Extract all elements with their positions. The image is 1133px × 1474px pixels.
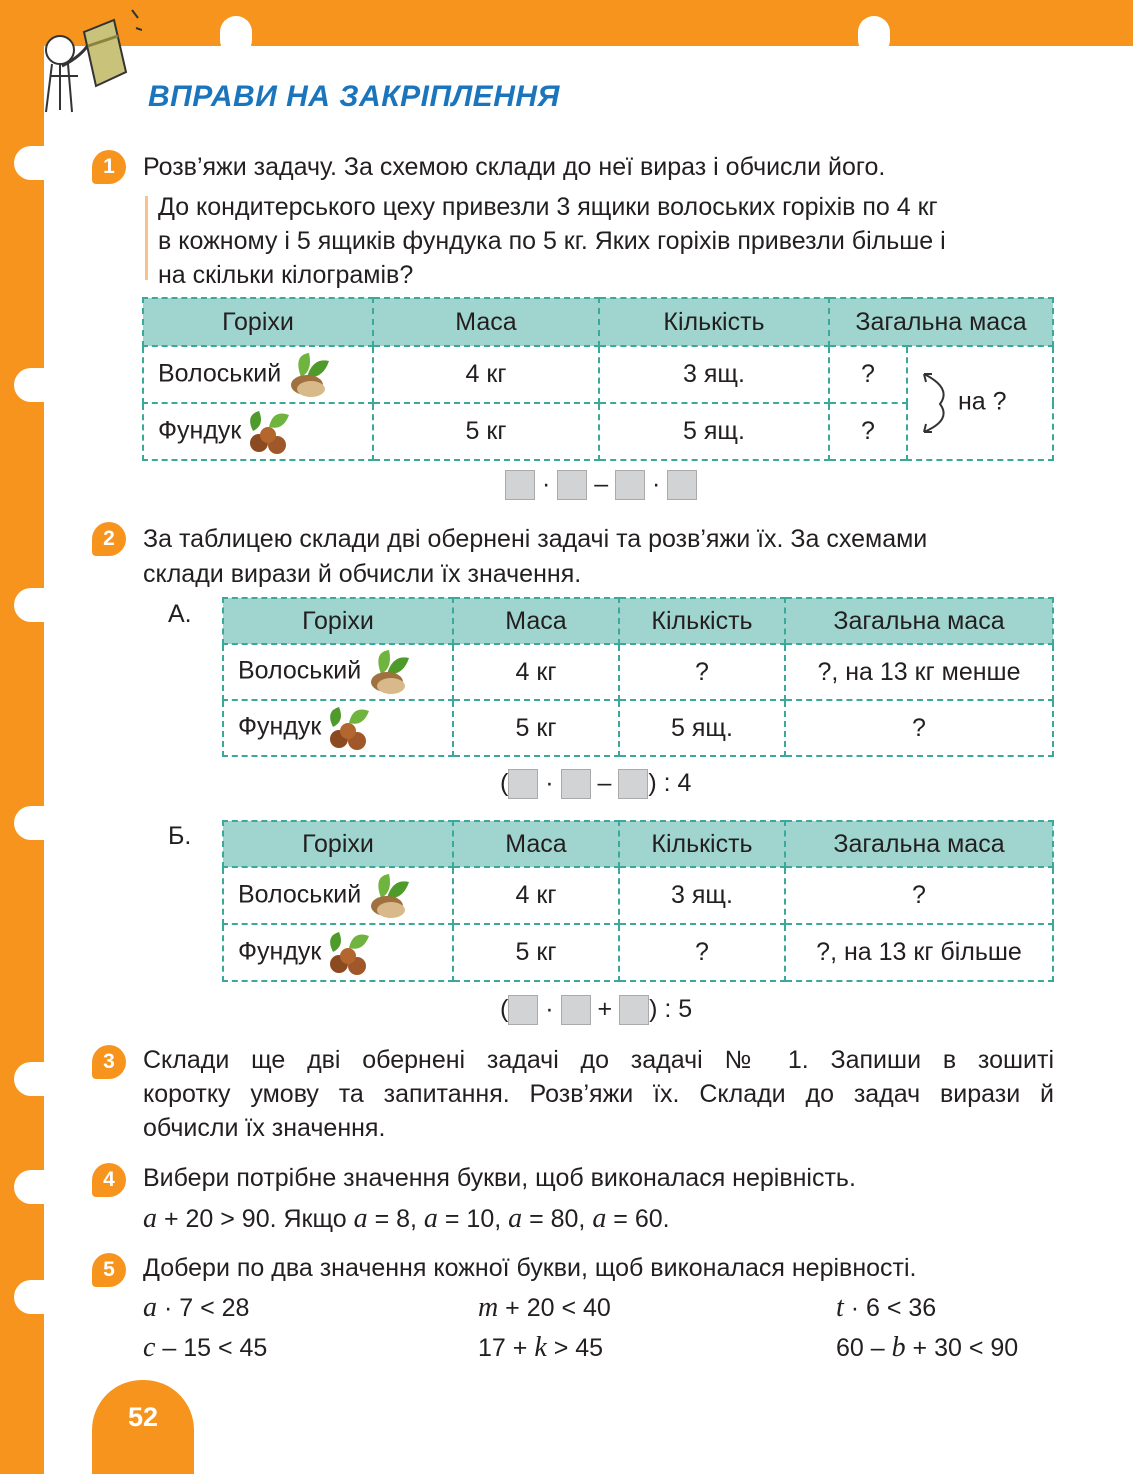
exercise-text: коротку умову та запитання. Розв’яжи їх. Склади до задач вирази й — [143, 1080, 1054, 1108]
table-header: Горіхи — [223, 821, 453, 867]
table-cell — [143, 403, 373, 460]
exercise-number: 2 — [92, 522, 126, 556]
table-cell: ? — [785, 867, 1053, 924]
table-header: Загальна маса — [785, 598, 1053, 644]
nuts-table-2a — [222, 597, 1054, 757]
exercise-instruction: Вибери потрібне значення букви, щоб виконалася нерівність. — [143, 1164, 856, 1192]
expression-scheme: ( · – ) : 4 — [500, 769, 691, 799]
variant-label: Б. — [168, 822, 192, 850]
table-cell — [143, 346, 373, 403]
frame-tab — [14, 1170, 74, 1204]
blank-box[interactable] — [615, 470, 645, 500]
nuts-table-1 — [142, 297, 1054, 461]
inequality: c – 15 < 45 — [143, 1332, 268, 1363]
blank-box[interactable] — [508, 769, 538, 799]
blank-box[interactable] — [561, 769, 591, 799]
blank-box[interactable] — [557, 470, 587, 500]
problem-line: на скільки кілограмів? — [158, 261, 414, 289]
frame-tab — [14, 146, 74, 180]
inequality: 60 – b + 30 < 90 — [836, 1332, 1019, 1363]
nut-name: Фундук — [158, 416, 242, 445]
hazelnut-icon — [243, 407, 293, 457]
table-cell: ? — [785, 700, 1053, 756]
inequality: a + 20 > 90. Якщо a = 8, a = 10, a = 80, a = 60. — [143, 1203, 670, 1234]
nut-name: Фундук — [238, 712, 322, 741]
table-cell: ? — [829, 403, 907, 460]
section-title: ВПРАВИ НА ЗАКРІПЛЕННЯ — [148, 80, 560, 113]
walnut-icon — [283, 351, 331, 399]
table-header: Кількість — [599, 298, 829, 346]
compare-cell — [907, 346, 1053, 460]
frame-tab — [14, 368, 74, 402]
table-cell: 4 кг — [453, 867, 619, 924]
table-cell: 5 кг — [453, 700, 619, 756]
variant-label: А. — [168, 600, 192, 628]
table-cell: 4 кг — [453, 644, 619, 700]
problem-line: в кожному і 5 ящиків фундука по 5 кг. Яких горіхів привезли більше і — [158, 227, 946, 255]
table-cell — [223, 644, 453, 700]
table-cell: ? — [829, 346, 907, 403]
exercise-instruction: Добери по два значення кожної букви, щоб виконалася нерівності. — [143, 1254, 917, 1282]
inequality: t · 6 < 36 — [836, 1292, 937, 1323]
exercise-instruction: склади вирази й обчисли їх значення. — [143, 560, 582, 588]
table-header: Загальна маса — [829, 298, 1053, 346]
nut-name: Волоський — [238, 656, 362, 685]
frame-tab — [14, 1062, 74, 1096]
blank-box[interactable] — [667, 470, 697, 500]
frame-tab — [220, 16, 252, 56]
table-cell: 5 ящ. — [619, 700, 785, 756]
table-cell: 4 кг — [373, 346, 599, 403]
curved-arrow-icon — [918, 368, 958, 438]
orange-frame-top — [0, 0, 1133, 46]
inequality: 17 + k > 45 — [478, 1332, 604, 1363]
table-cell: 5 кг — [453, 924, 619, 981]
nut-name: Фундук — [238, 937, 322, 966]
expression-scheme: · – · — [505, 470, 697, 500]
inequality: a · 7 < 28 — [143, 1292, 250, 1323]
table-cell: 5 кг — [373, 403, 599, 460]
table-header: Кількість — [619, 598, 785, 644]
exercise-number: 4 — [92, 1163, 126, 1197]
table-cell: ? — [619, 644, 785, 700]
walnut-icon — [363, 648, 411, 696]
hazelnut-icon — [323, 703, 373, 753]
orange-frame-left — [0, 0, 44, 1474]
exercise-number: 5 — [92, 1253, 126, 1287]
exercise-text: Склади ще дві обернені задачі до задачі № 1. Запиши в зошиті — [143, 1046, 1054, 1074]
page-number: 52 — [127, 1402, 159, 1432]
blank-box[interactable] — [618, 769, 648, 799]
table-cell — [223, 924, 453, 981]
problem-line: До кондитерського цеху привезли 3 ящики волоських горіхів по 4 кг — [158, 193, 938, 221]
frame-tab — [14, 806, 74, 840]
blank-box[interactable] — [508, 995, 538, 1025]
table-header: Маса — [453, 598, 619, 644]
table-header: Горіхи — [223, 598, 453, 644]
table-cell: 3 ящ. — [619, 867, 785, 924]
table-cell — [223, 867, 453, 924]
expression-scheme: ( · + ) : 5 — [500, 995, 692, 1025]
walnut-icon — [363, 872, 411, 920]
nuts-table-2b — [222, 820, 1054, 982]
table-header: Маса — [373, 298, 599, 346]
table-header: Горіхи — [143, 298, 373, 346]
table-header: Загальна маса — [785, 821, 1053, 867]
blank-box[interactable] — [561, 995, 591, 1025]
table-cell: 3 ящ. — [599, 346, 829, 403]
nut-name: Волоський — [158, 359, 282, 388]
table-cell: ? — [619, 924, 785, 981]
nut-name: Волоський — [238, 880, 362, 909]
compare-label: на ? — [958, 387, 1007, 416]
frame-tab — [14, 1280, 74, 1314]
table-cell — [223, 700, 453, 756]
inequality: m + 20 < 40 — [478, 1292, 611, 1323]
table-header: Маса — [453, 821, 619, 867]
table-header: Кількість — [619, 821, 785, 867]
exercise-instruction: Розв’яжи задачу. За схемою склади до неї вираз і обчисли його. — [143, 153, 886, 181]
hazelnut-icon — [323, 928, 373, 978]
exercise-text: обчисли їх значення. — [143, 1114, 386, 1142]
blank-box[interactable] — [505, 470, 535, 500]
table-cell: ?, на 13 кг менше — [785, 644, 1053, 700]
blank-box[interactable] — [619, 995, 649, 1025]
frame-tab — [14, 588, 74, 622]
exercise-number: 1 — [92, 150, 126, 184]
exercise-instruction: За таблицею склади дві обернені задачі та розв’яжи їх. За схемами — [143, 525, 928, 553]
quote-bar — [145, 196, 148, 280]
table-cell: ?, на 13 кг більше — [785, 924, 1053, 981]
exercise-number: 3 — [92, 1045, 126, 1079]
figure-pushing-cup-icon — [22, 6, 142, 116]
frame-tab — [858, 16, 890, 56]
table-cell: 5 ящ. — [599, 403, 829, 460]
